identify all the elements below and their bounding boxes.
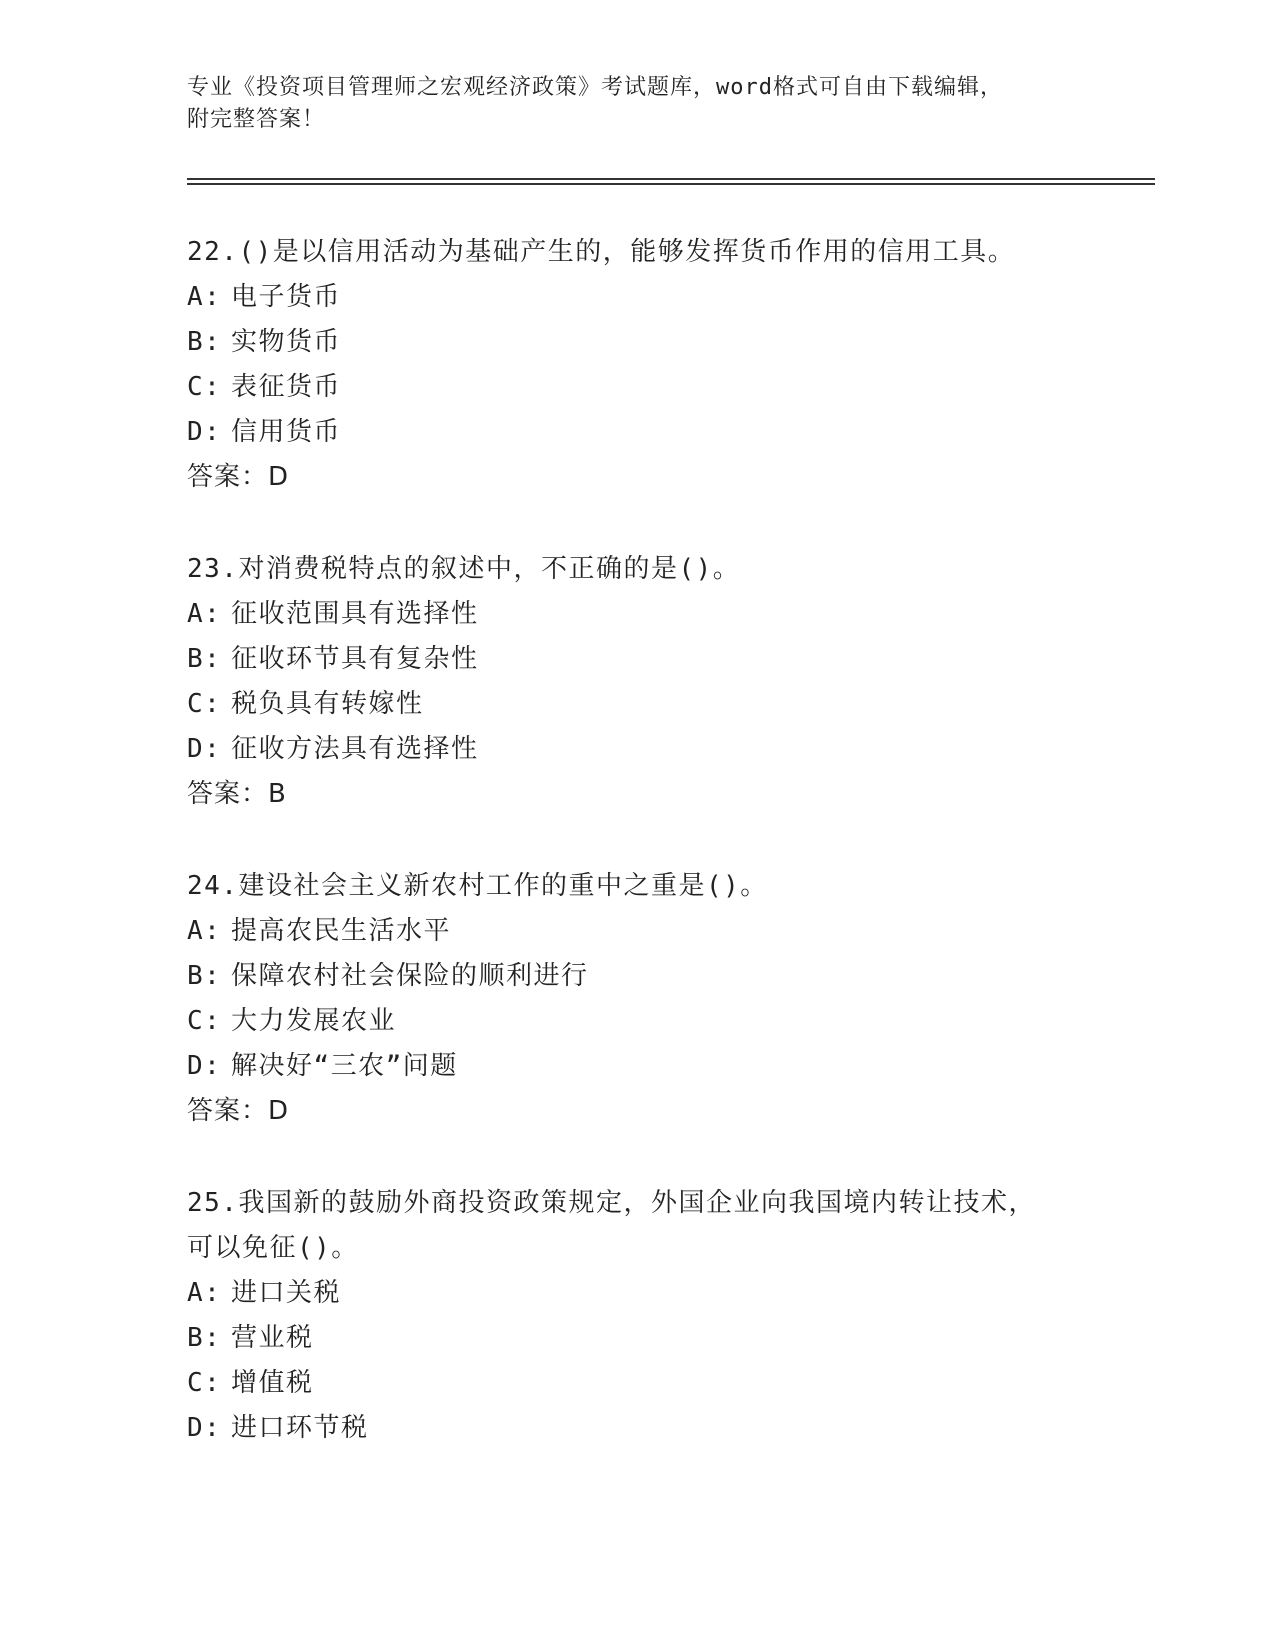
option-key: B:: [187, 327, 222, 357]
option-text: 表征货币: [231, 372, 342, 402]
option-text: 征收环节具有复杂性: [231, 644, 479, 674]
option-text: 大力发展农业: [231, 1006, 397, 1036]
option-text: 营业税: [231, 1323, 314, 1353]
option-b: [187, 954, 1087, 999]
option-key: B:: [187, 644, 222, 674]
option-key: C:: [187, 372, 222, 402]
option-key: A:: [187, 599, 222, 629]
question-25: [187, 1181, 1087, 1451]
header-divider-top: [187, 178, 1155, 180]
option-text: 提高农民生活水平: [231, 916, 452, 946]
document-header: [187, 72, 1067, 136]
header-intro-line-2: 附完整答案！: [187, 107, 326, 132]
option-text: 进口环节税: [231, 1413, 369, 1443]
option-key: C:: [187, 1368, 222, 1398]
question-list: [187, 230, 1087, 1498]
option-a: [187, 275, 1087, 320]
option-key: D:: [187, 1051, 222, 1081]
option-b: [187, 320, 1087, 365]
option-a: [187, 1271, 1087, 1316]
option-key: A:: [187, 916, 222, 946]
option-d: [187, 1044, 1087, 1089]
option-d: [187, 727, 1087, 772]
answer-label: 答案：D: [187, 1096, 290, 1126]
option-b: [187, 637, 1087, 682]
question-23: [187, 547, 1087, 817]
option-key: A:: [187, 282, 222, 312]
option-text: 实物货币: [231, 327, 342, 357]
question-stem: 23.对消费税特点的叙述中，不正确的是()。: [187, 554, 741, 584]
option-key: D:: [187, 1413, 222, 1443]
option-text: 保障农村社会保险的顺利进行: [231, 961, 589, 991]
question-stem-line-1: 25.我国新的鼓励外商投资政策规定，外国企业向我国境内转让技术，: [187, 1188, 1036, 1218]
option-b: [187, 1316, 1087, 1361]
option-key: D:: [187, 417, 222, 447]
option-text: 进口关税: [231, 1278, 342, 1308]
option-c: [187, 1361, 1087, 1406]
option-c: [187, 999, 1087, 1044]
option-key: B:: [187, 1323, 222, 1353]
question-22: [187, 230, 1087, 500]
option-key: C:: [187, 689, 222, 719]
option-text: 税负具有转嫁性: [231, 689, 424, 719]
option-text: 征收方法具有选择性: [231, 734, 479, 764]
header-intro-line-1: 专业《投资项目管理师之宏观经济政策》考试题库，word格式可自由下载编辑，: [187, 75, 1003, 100]
option-d: [187, 410, 1087, 455]
option-text: 增值税: [231, 1368, 314, 1398]
answer-label: 答案：B: [187, 779, 287, 809]
option-key: D:: [187, 734, 222, 764]
option-key: B:: [187, 961, 222, 991]
option-text: 电子货币: [231, 282, 342, 312]
header-divider-bottom: [187, 183, 1155, 185]
option-a: [187, 909, 1087, 954]
option-d: [187, 1406, 1087, 1451]
question-stem: 22.()是以信用活动为基础产生的，能够发挥货币作用的信用工具。: [187, 237, 1016, 267]
option-c: [187, 682, 1087, 727]
option-c: [187, 365, 1087, 410]
option-key: A:: [187, 1278, 222, 1308]
question-stem-line-2: 可以免征()。: [187, 1233, 359, 1263]
option-text: 信用货币: [231, 417, 342, 447]
option-text: 征收范围具有选择性: [231, 599, 479, 629]
option-text: 解决好“三农”问题: [231, 1051, 458, 1081]
question-24: [187, 864, 1087, 1134]
option-a: [187, 592, 1087, 637]
question-stem: 24.建设社会主义新农村工作的重中之重是()。: [187, 871, 768, 901]
option-key: C:: [187, 1006, 222, 1036]
answer-label: 答案：D: [187, 462, 290, 492]
